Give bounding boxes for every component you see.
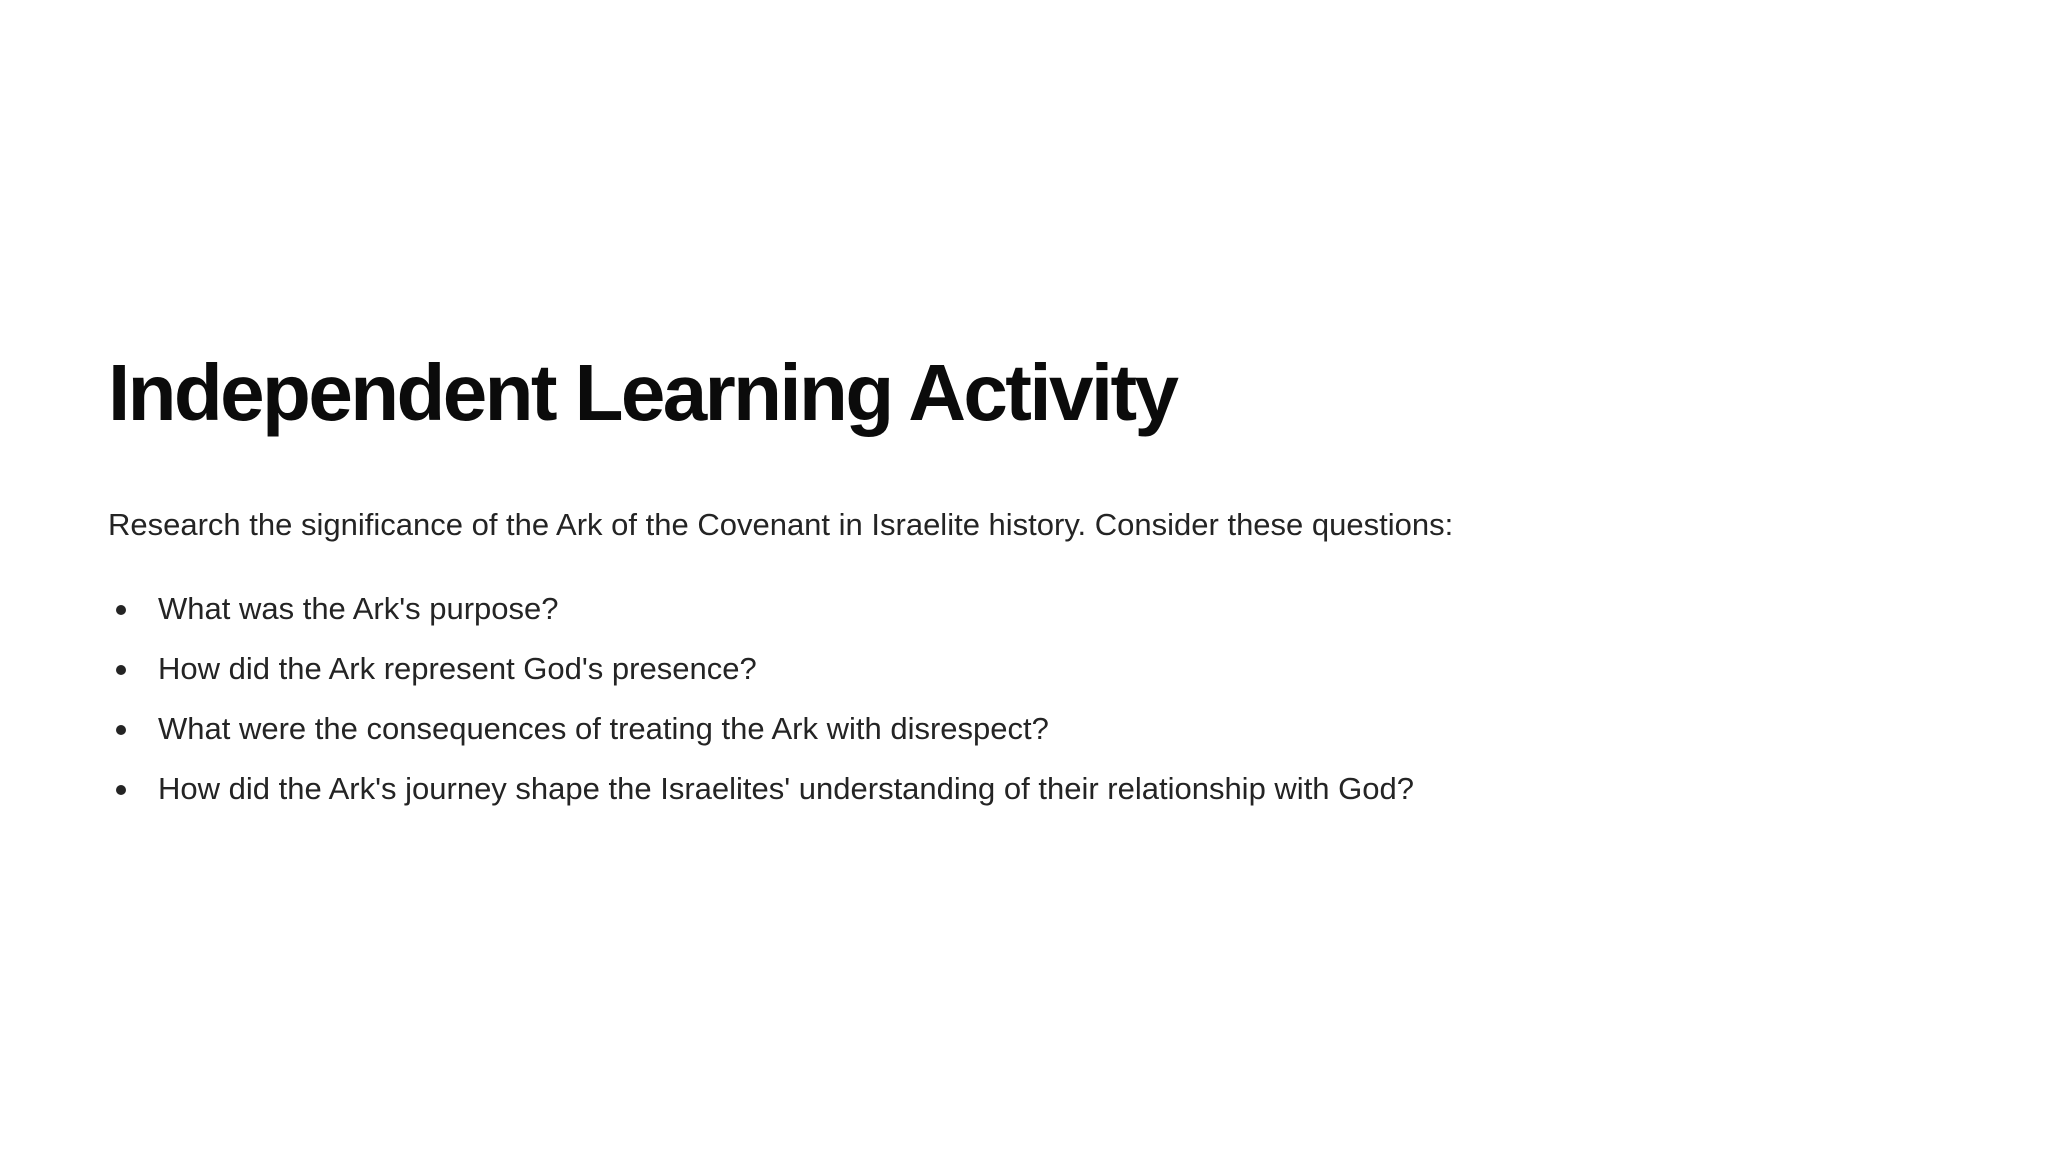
list-item [108, 589, 1948, 629]
list-item [108, 709, 1948, 749]
list-item [108, 769, 1948, 809]
bullet-icon [116, 785, 126, 795]
list-item-text: How did the Ark represent God's presence? [158, 651, 757, 686]
slide-title: Independent Learning Activity [108, 348, 1177, 437]
list-item [108, 649, 1948, 689]
bullet-icon [116, 665, 126, 675]
bullet-icon [116, 605, 126, 615]
intro-paragraph: Research the significance of the Ark of the Covenant in Israelite history. Consider these questions: [108, 507, 1454, 542]
list-item-text: What were the consequences of treating the Ark with disrespect? [158, 711, 1049, 746]
question-list [108, 589, 1948, 809]
list-item-text: How did the Ark's journey shape the Israelites' understanding of their relationship with God? [158, 771, 1414, 806]
list-item-text: What was the Ark's purpose? [158, 591, 559, 626]
bullet-icon [116, 725, 126, 735]
slide-content [108, 345, 1948, 829]
